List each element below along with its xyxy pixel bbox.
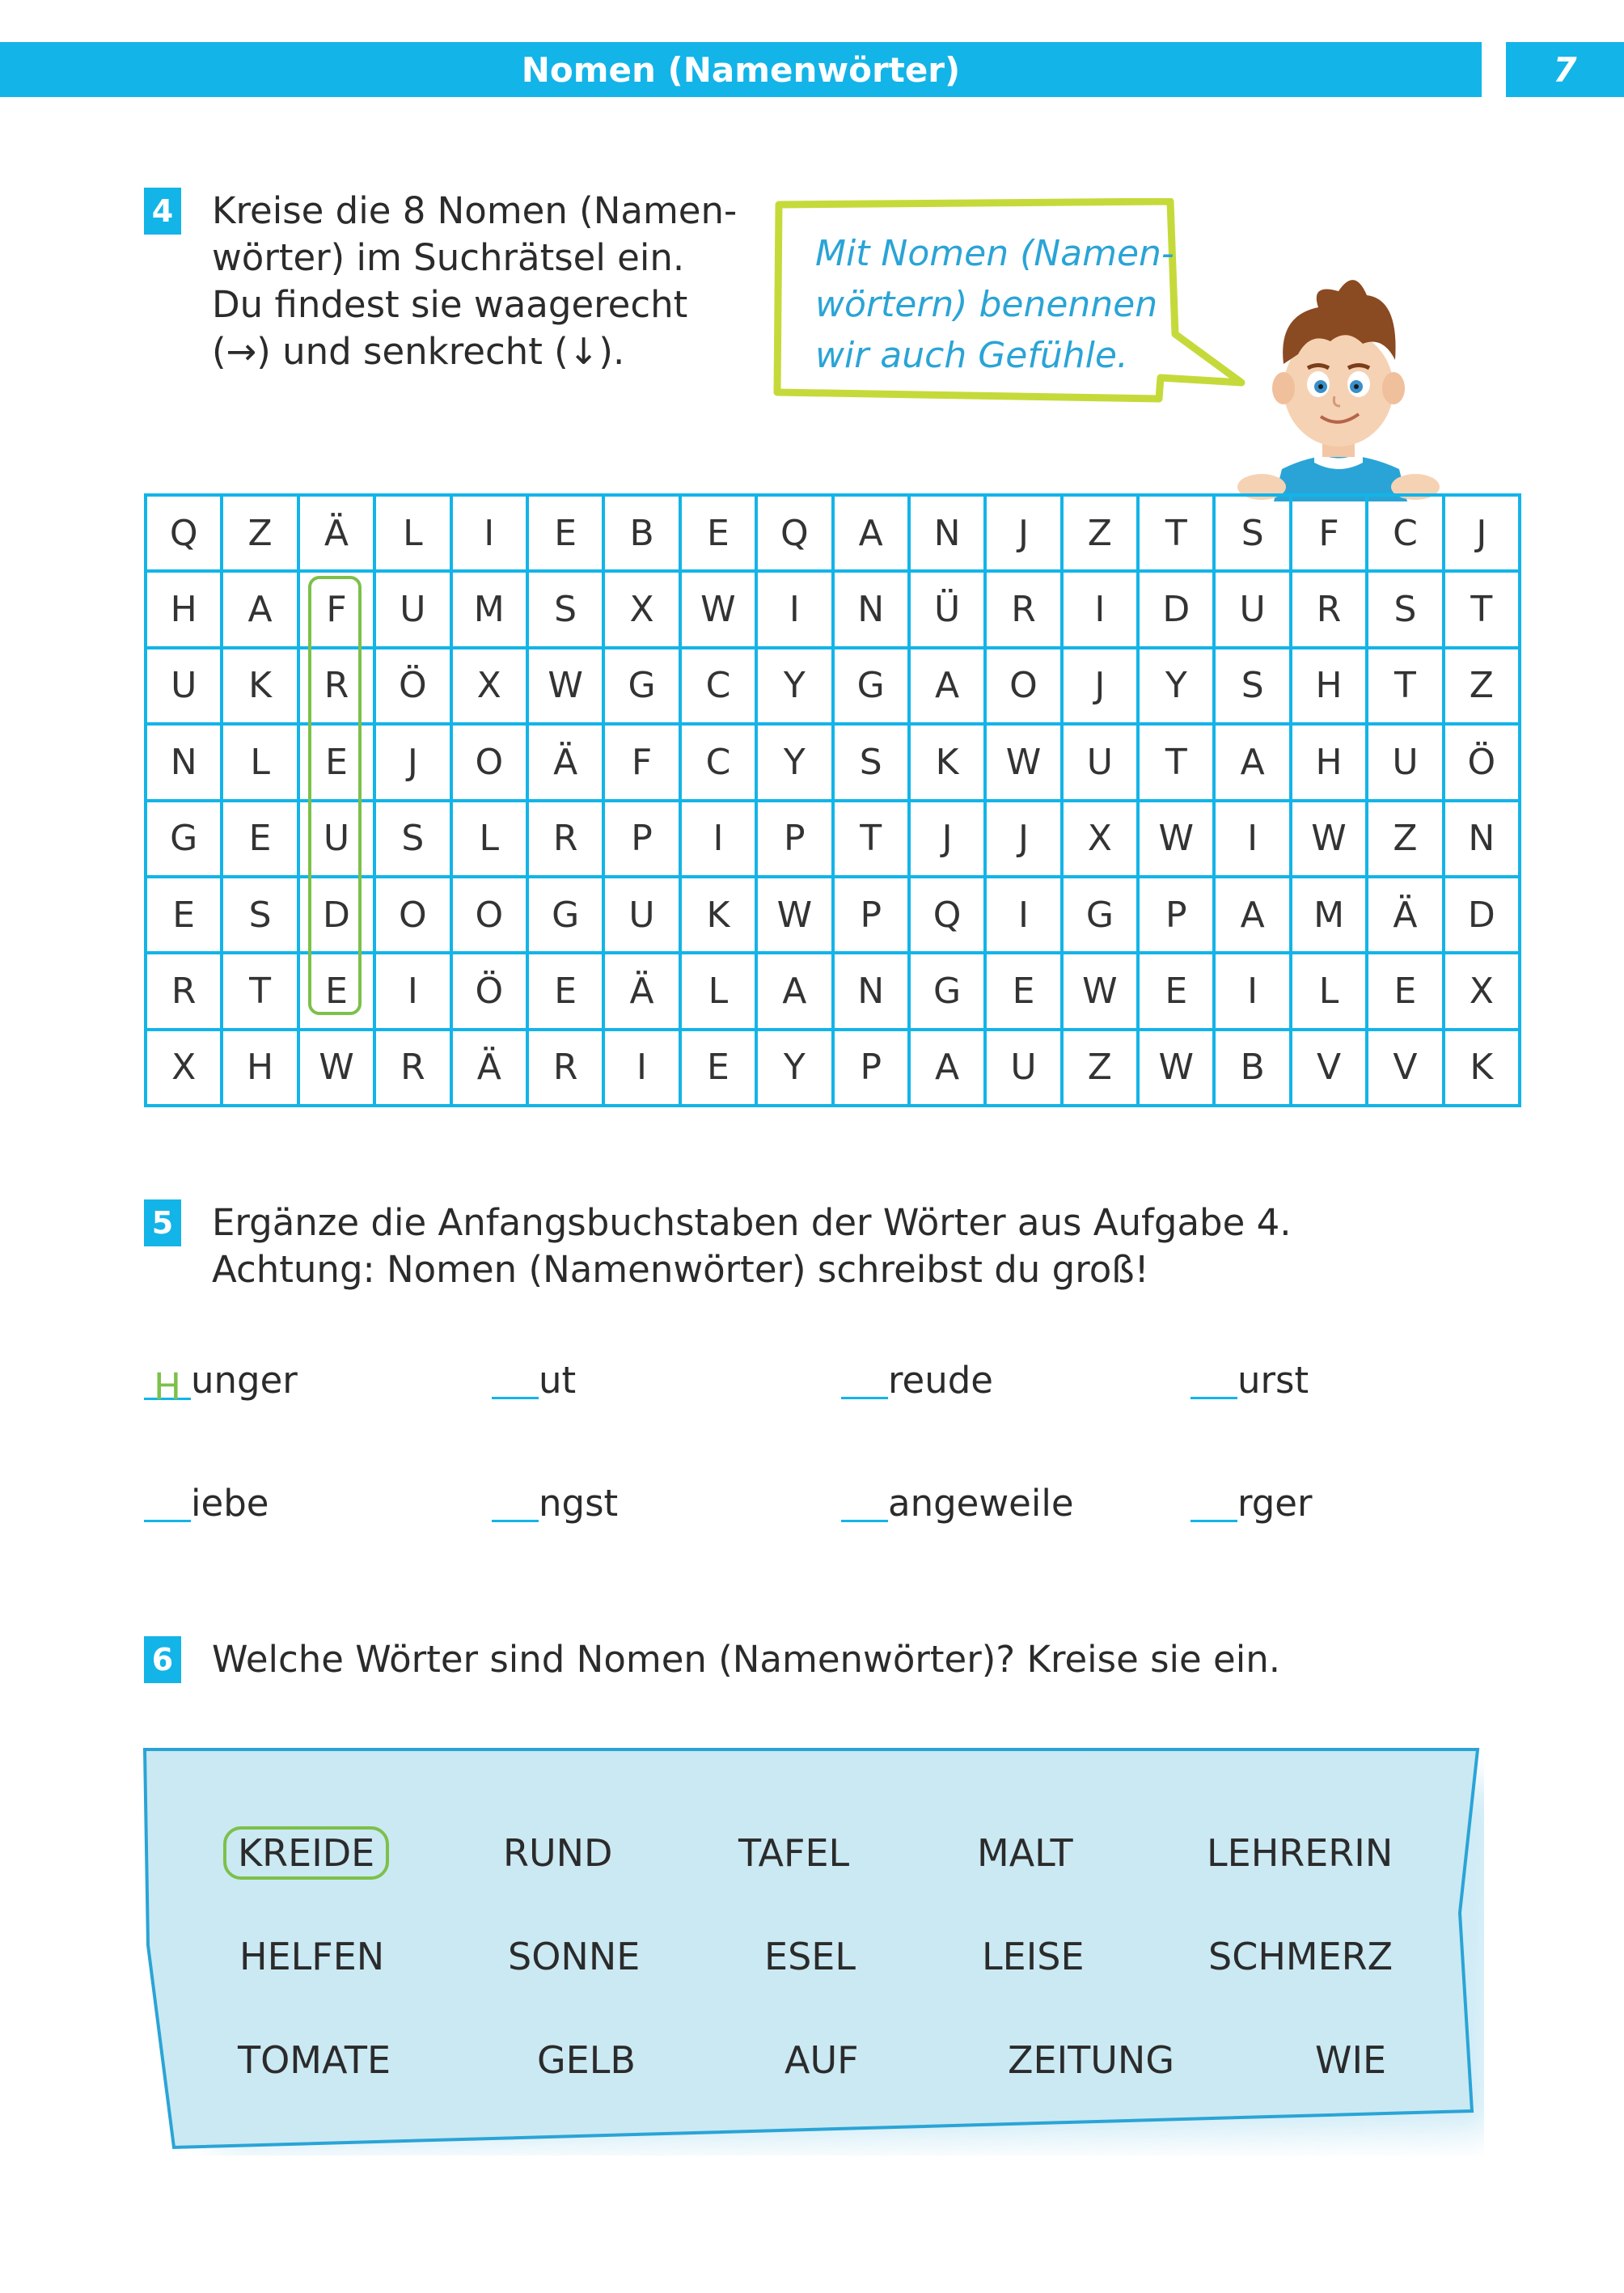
fill-blank[interactable]	[1191, 1487, 1237, 1522]
noun-word[interactable]: WIE	[1315, 2038, 1387, 2082]
grid-cell[interactable]: L	[1292, 954, 1368, 1030]
grid-cell[interactable]: H	[1292, 726, 1368, 802]
grid-cell[interactable]: U	[1216, 573, 1292, 649]
grid-cell[interactable]: G	[1064, 878, 1140, 954]
grid-cell[interactable]: Z	[1368, 802, 1444, 878]
grid-cell[interactable]: I	[605, 1031, 681, 1107]
grid-cell[interactable]: R	[529, 802, 605, 878]
grid-cell[interactable]: Q	[147, 497, 223, 573]
word-ending: iebe	[191, 1482, 269, 1525]
fill-blank[interactable]	[841, 1364, 888, 1399]
word-ending: angeweile	[888, 1482, 1074, 1525]
grid-cell[interactable]: E	[529, 497, 605, 573]
noun-word[interactable]: TOMATE	[238, 2038, 391, 2082]
grid-cell[interactable]: W	[300, 1031, 376, 1107]
grid-cell[interactable]: E	[682, 1031, 758, 1107]
speech-line: wörtern) benennen	[815, 284, 1158, 325]
grid-cell[interactable]: J	[987, 497, 1063, 573]
grid-cell[interactable]: S	[1368, 573, 1444, 649]
grid-cell[interactable]: A	[1216, 726, 1292, 802]
grid-cell[interactable]: N	[147, 726, 223, 802]
grid-cell[interactable]: O	[453, 878, 529, 954]
grid-cell[interactable]: J	[911, 802, 987, 878]
grid-cell[interactable]: O	[453, 726, 529, 802]
grid-cell[interactable]: A	[758, 954, 834, 1030]
grid-cell[interactable]: A	[1216, 878, 1292, 954]
grid-cell[interactable]: Q	[758, 497, 834, 573]
grid-cell[interactable]: G	[835, 649, 911, 726]
grid-cell[interactable]: F	[605, 726, 681, 802]
grid-cell[interactable]: T	[1140, 497, 1216, 573]
grid-cell[interactable]: T	[835, 802, 911, 878]
grid-cell[interactable]: W	[1292, 802, 1368, 878]
grid-cell[interactable]: Z	[223, 497, 299, 573]
grid-cell[interactable]: I	[1216, 954, 1292, 1030]
task-4-line: wörter) im Suchrätsel ein.	[212, 236, 685, 279]
grid-cell[interactable]: Y	[758, 649, 834, 726]
grid-cell[interactable]: X	[1445, 954, 1521, 1030]
word-ending: unger	[191, 1359, 298, 1402]
grid-cell[interactable]: R	[147, 954, 223, 1030]
grid-cell[interactable]: Q	[911, 878, 987, 954]
grid-cell[interactable]: P	[758, 802, 834, 878]
grid-cell[interactable]: E	[1368, 954, 1444, 1030]
grid-cell[interactable]: R	[1292, 573, 1368, 649]
grid-cell[interactable]: S	[1216, 649, 1292, 726]
grid-cell[interactable]: W	[987, 726, 1063, 802]
grid-cell[interactable]: L	[453, 802, 529, 878]
task-5-line: Ergänze die Anfangsbuchstaben der Wörter aus Aufgabe 4.	[212, 1201, 1292, 1244]
noun-word[interactable]: LEHRERIN	[1207, 1831, 1394, 1875]
grid-cell[interactable]: I	[682, 802, 758, 878]
grid-cell[interactable]: Y	[758, 726, 834, 802]
word-ending: ut	[539, 1359, 577, 1402]
fill-blank[interactable]	[841, 1487, 888, 1522]
fill-item	[144, 1482, 269, 1525]
grid-cell[interactable]: F	[1292, 497, 1368, 573]
grid-cell[interactable]: Ä	[605, 954, 681, 1030]
grid-cell[interactable]: X	[147, 1031, 223, 1107]
grid-cell[interactable]: N	[911, 497, 987, 573]
grid-cell[interactable]: M	[1292, 878, 1368, 954]
grid-cell[interactable]: W	[758, 878, 834, 954]
found-word-marker	[308, 576, 362, 1015]
fill-blank[interactable]: H	[144, 1365, 191, 1400]
task-4-line: (→) und senkrecht (↓).	[212, 330, 625, 373]
grid-cell[interactable]: V	[1292, 1031, 1368, 1107]
task-4-line: Du findest sie waagerecht	[212, 283, 688, 326]
noun-word[interactable]: MALT	[977, 1831, 1073, 1875]
task-5-instruction	[212, 1199, 1292, 1293]
grid-cell[interactable]: H	[147, 573, 223, 649]
grid-cell[interactable]: R	[376, 1031, 452, 1107]
fill-item	[1191, 1359, 1309, 1402]
grid-cell[interactable]: E	[1140, 954, 1216, 1030]
grid-cell[interactable]: D	[1445, 878, 1521, 954]
fill-blank[interactable]	[492, 1487, 539, 1522]
grid-cell[interactable]: T	[1368, 649, 1444, 726]
task-5-number: 5	[144, 1199, 181, 1246]
task-6-number: 6	[144, 1636, 181, 1683]
grid-cell[interactable]: K	[682, 878, 758, 954]
task-4-number: 4	[144, 188, 181, 235]
grid-cell[interactable]: Ä	[300, 497, 376, 573]
grid-cell[interactable]: W	[1140, 1031, 1216, 1107]
grid-cell[interactable]: G	[911, 954, 987, 1030]
task-4-instruction	[212, 188, 737, 375]
grid-cell[interactable]: I	[1216, 802, 1292, 878]
grid-cell[interactable]: S	[223, 878, 299, 954]
grid-cell[interactable]: Ä	[529, 726, 605, 802]
grid-cell[interactable]: C	[682, 649, 758, 726]
noun-word[interactable]: LEISE	[982, 1935, 1085, 1978]
grid-cell[interactable]: T	[1445, 573, 1521, 649]
grid-cell[interactable]: J	[376, 726, 452, 802]
grid-cell[interactable]: E	[300, 954, 376, 1030]
grid-cell[interactable]: Ü	[911, 573, 987, 649]
grid-cell[interactable]: I	[1064, 573, 1140, 649]
grid-cell[interactable]: Y	[1140, 649, 1216, 726]
grid-cell[interactable]: N	[1445, 802, 1521, 878]
grid-cell[interactable]: U	[1368, 726, 1444, 802]
grid-cell[interactable]: X	[1064, 802, 1140, 878]
grid-cell[interactable]: I	[453, 497, 529, 573]
grid-cell[interactable]: G	[147, 802, 223, 878]
grid-cell[interactable]: E	[987, 954, 1063, 1030]
grid-cell[interactable]: W	[529, 649, 605, 726]
grid-cell[interactable]: S	[529, 573, 605, 649]
grid-cell[interactable]: L	[682, 954, 758, 1030]
grid-cell[interactable]: L	[223, 726, 299, 802]
grid-cell[interactable]: A	[835, 497, 911, 573]
boy-illustration	[1233, 267, 1444, 501]
word-ending: urst	[1237, 1359, 1309, 1402]
grid-cell[interactable]: O	[987, 649, 1063, 726]
page-title: Nomen (Namenwörter)	[521, 49, 961, 90]
fill-blank[interactable]	[144, 1487, 191, 1522]
grid-cell[interactable]: R	[987, 573, 1063, 649]
grid-cell[interactable]: E	[147, 878, 223, 954]
grid-cell[interactable]: H	[1292, 649, 1368, 726]
grid-cell[interactable]: S	[1216, 497, 1292, 573]
speech-line: Mit Nomen (Namen-	[815, 233, 1174, 274]
grid-cell[interactable]: Ö	[453, 954, 529, 1030]
fill-item	[492, 1359, 576, 1402]
noun-word[interactable]: AUF	[785, 2038, 859, 2082]
noun-word[interactable]: ESEL	[764, 1935, 856, 1978]
grid-cell[interactable]: Ö	[1445, 726, 1521, 802]
grid-cell[interactable]: Z	[1064, 497, 1140, 573]
grid-cell[interactable]: Z	[1064, 1031, 1140, 1107]
speech-line: wir auch Gefühle.	[815, 335, 1128, 376]
grid-cell[interactable]: W	[1140, 802, 1216, 878]
task-4-line: Kreise die 8 Nomen (Namen-	[212, 189, 738, 232]
fill-blank[interactable]	[492, 1364, 539, 1399]
grid-cell[interactable]: L	[376, 497, 452, 573]
grid-cell[interactable]: D	[300, 878, 376, 954]
grid-cell[interactable]: S	[835, 726, 911, 802]
grid-cell[interactable]: B	[605, 497, 681, 573]
noun-word[interactable]: SONNE	[508, 1935, 641, 1978]
grid-cell[interactable]: K	[911, 726, 987, 802]
grid-cell[interactable]: I	[376, 954, 452, 1030]
grid-cell[interactable]: P	[835, 1031, 911, 1107]
grid-cell[interactable]: N	[835, 573, 911, 649]
speech-bubble-text	[815, 228, 1174, 381]
word-ending: rger	[1237, 1482, 1313, 1525]
grid-cell[interactable]: I	[758, 573, 834, 649]
grid-cell[interactable]: U	[147, 649, 223, 726]
fill-item	[1191, 1482, 1312, 1525]
grid-cell[interactable]: H	[223, 1031, 299, 1107]
word-ending: ngst	[539, 1482, 619, 1525]
grid-cell[interactable]: E	[682, 497, 758, 573]
noun-word[interactable]: HELFEN	[239, 1935, 385, 1978]
grid-cell[interactable]: V	[1368, 1031, 1444, 1107]
fill-item	[492, 1482, 618, 1525]
grid-cell[interactable]: C	[682, 726, 758, 802]
grid-cell[interactable]: E	[223, 802, 299, 878]
noun-word[interactable]: ZEITUNG	[1008, 2038, 1174, 2082]
grid-cell[interactable]: U	[605, 878, 681, 954]
noun-word[interactable]: KREIDE	[223, 1826, 389, 1880]
grid-cell[interactable]: Ä	[453, 1031, 529, 1107]
fill-blank[interactable]	[1191, 1364, 1237, 1399]
grid-cell[interactable]: R	[300, 649, 376, 726]
task-6-instruction	[212, 1636, 1280, 1683]
grid-cell[interactable]: A	[911, 1031, 987, 1107]
grid-cell[interactable]: J	[987, 802, 1063, 878]
grid-cell[interactable]: P	[835, 878, 911, 954]
grid-cell[interactable]: P	[1140, 878, 1216, 954]
grid-cell[interactable]: J	[1064, 649, 1140, 726]
grid-cell[interactable]: K	[223, 649, 299, 726]
noun-word[interactable]: RUND	[503, 1831, 613, 1875]
grid-cell[interactable]: E	[300, 726, 376, 802]
grid-cell[interactable]: M	[453, 573, 529, 649]
word-ending: reude	[888, 1359, 993, 1402]
grid-cell[interactable]: Z	[1445, 649, 1521, 726]
page-number: 7	[1506, 42, 1624, 97]
noun-word[interactable]: SCHMERZ	[1208, 1935, 1394, 1978]
grid-cell[interactable]: G	[529, 878, 605, 954]
grid-cell[interactable]: Ä	[1368, 878, 1444, 954]
grid-cell[interactable]: U	[1064, 726, 1140, 802]
grid-cell[interactable]: F	[300, 573, 376, 649]
grid-cell[interactable]: B	[1216, 1031, 1292, 1107]
grid-cell[interactable]: U	[987, 1031, 1063, 1107]
grid-cell[interactable]: P	[605, 802, 681, 878]
grid-cell[interactable]: D	[1140, 573, 1216, 649]
noun-word[interactable]: TAFEL	[738, 1831, 850, 1875]
task-6-line: Welche Wörter sind Nomen (Namenwörter)? Kreise sie ein.	[212, 1638, 1281, 1681]
grid-cell[interactable]: N	[835, 954, 911, 1030]
grid-cell[interactable]: O	[376, 878, 452, 954]
grid-cell[interactable]: S	[376, 802, 452, 878]
grid-cell[interactable]: K	[1445, 1031, 1521, 1107]
grid-cell[interactable]: C	[1368, 497, 1444, 573]
grid-cell[interactable]: A	[911, 649, 987, 726]
grid-cell[interactable]: E	[529, 954, 605, 1030]
grid-cell[interactable]: R	[529, 1031, 605, 1107]
task-5-line: Achtung: Nomen (Namenwörter) schreibst du groß!	[212, 1248, 1149, 1291]
fill-item	[144, 1359, 298, 1408]
grid-cell[interactable]: J	[1445, 497, 1521, 573]
grid-cell[interactable]: W	[682, 573, 758, 649]
grid-cell[interactable]: G	[605, 649, 681, 726]
grid-cell[interactable]: Y	[758, 1031, 834, 1107]
grid-cell[interactable]: T	[223, 954, 299, 1030]
fill-item	[841, 1482, 1074, 1525]
grid-cell[interactable]: A	[223, 573, 299, 649]
header-bar	[0, 42, 1482, 97]
grid-cell[interactable]: U	[300, 802, 376, 878]
grid-cell[interactable]: X	[605, 573, 681, 649]
grid-cell[interactable]: I	[987, 878, 1063, 954]
grid-cell[interactable]: U	[376, 573, 452, 649]
grid-cell[interactable]: X	[453, 649, 529, 726]
fill-item	[841, 1359, 993, 1402]
noun-word[interactable]: GELB	[537, 2038, 636, 2082]
grid-cell[interactable]: W	[1064, 954, 1140, 1030]
grid-cell[interactable]: Ö	[376, 649, 452, 726]
grid-cell[interactable]: T	[1140, 726, 1216, 802]
